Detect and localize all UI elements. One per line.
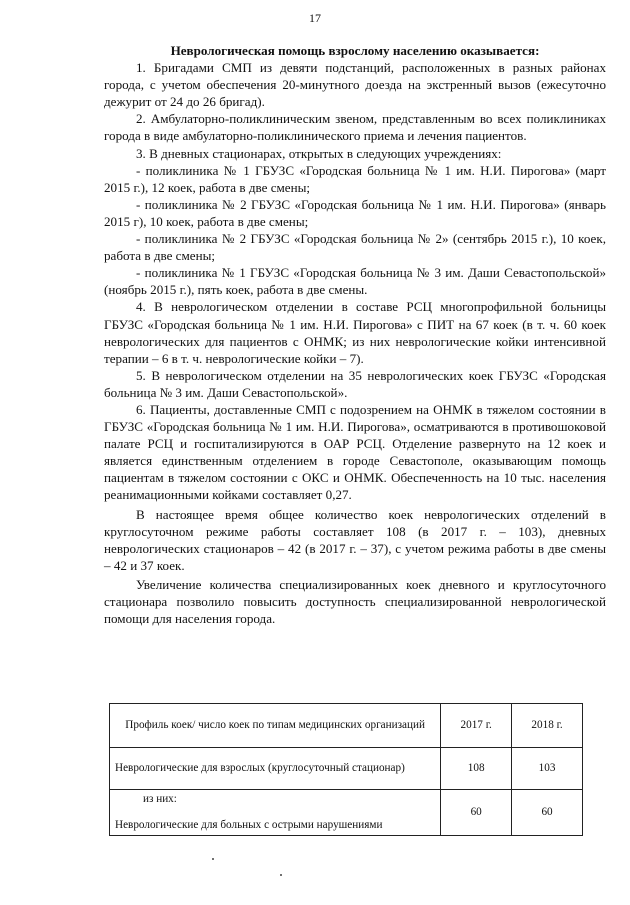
table-header-2017: 2017 г. [441, 704, 512, 748]
page-number: 17 [309, 11, 321, 25]
table-cell-2018: 103 [512, 748, 583, 790]
paragraph-6: 6. Пациенты, доставленные СМП с подозрением на ОНМК в тяжелом состоянии в ГБУЗС «Городская больница № 1 им. Н.И. Пирогова», осматриваются в противошоковой палате РСЦ и госпитализируются в ОАР РСЦ. Отделение развернуто на 12 коек и является единственным отделением в городе Севастополе, оказывающим помощь пациентам в тяжелом состоянии с ОКС и ОНМК. Обеспеченность на 10 тыс. населения реанимационными койками составляет 0,27. [104, 401, 606, 503]
list-item-1: - поликлиника № 1 ГБУЗС «Городская больница № 1 им. Н.И. Пирогова» (март 2015 г.), 12 коек, работа в две смены; [104, 162, 606, 195]
list-item-4: - поликлиника № 1 ГБУЗС «Городская больница № 3 им. Даши Севастопольской» (ноябрь 2015 г.), пять коек, работа в две смены. [104, 265, 606, 298]
scan-speck [212, 858, 214, 860]
table-cell-sub-label: Неврологические для больных с острыми нарушениями [115, 818, 383, 831]
table-cell-2017: 60 [441, 790, 512, 836]
paragraph-1: 1. Бригадами СМП из девяти подстанций, расположенных в разных районах города, с учетом обеспечения 20-минутного доезда на экстренный вызов (ежесуточно дежурит от 24 до 26 бригад). [104, 60, 606, 110]
paragraph-8: Увеличение количества специализированных коек дневного и круглосуточного стационара позволило повысить доступность специализированной неврологической помощи для населения города. [104, 576, 606, 627]
table-cell-label [110, 790, 441, 836]
scan-speck [280, 874, 282, 876]
paragraph-5: 5. В неврологическом отделении на 35 неврологических коек ГБУЗС «Городская больница № 3 им. Даши Севастопольской». [104, 367, 606, 400]
table-row [110, 790, 583, 836]
paragraph-4: 4. В неврологическом отделении в составе РСЦ многопрофильной больницы ГБУЗС «Городская больница № 1 им. Н.И. Пирогова» с ПИТ на 67 коек (в т. ч. 60 коек неврологических для пациентов с ОНМК; из них неврологические койки интенсивной терапии – 6 в т. ч. неврологические койки – 7). [104, 299, 606, 366]
table-header-row [110, 704, 583, 748]
paragraph-3: 3. В дневных стационарах, открытых в следующих учреждениях: [136, 145, 502, 161]
table-cell-2017: 108 [441, 748, 512, 790]
list-item-2: - поликлиника № 2 ГБУЗС «Городская больница № 1 им. Н.И. Пирогова» (январь 2015 г), 10 коек, работа в две смены; [104, 196, 606, 229]
table-cell-sub-heading: из них: [143, 793, 177, 805]
paragraph-7: В настоящее время общее количество коек неврологических отделений в круглосуточном режиме работы составляет 108 (в 2017 г. – 103), дневных неврологических стационаров – 42 (в 2017 г. – 37), с учетом режима работы в две смены – 42 и 37 коек. [104, 506, 606, 573]
document-body [104, 42, 606, 627]
table-cell-label: Неврологические для взрослых (круглосуточный стационар) [110, 748, 441, 790]
beds-table [109, 703, 583, 836]
table-header-profile: Профиль коек/ число коек по типам медицинских организаций [110, 704, 441, 748]
table-header-2018: 2018 г. [512, 704, 583, 748]
section-heading: Неврологическая помощь взрослому населению оказывается: [170, 43, 540, 58]
table-cell-2018: 60 [512, 790, 583, 836]
list-item-3: - поликлиника № 2 ГБУЗС «Городская больница № 2» (сентябрь 2015 г.), 10 коек, работа в две смены; [104, 231, 606, 264]
paragraph-2: 2. Амбулаторно-поликлиническим звеном, представленным во всех поликлиниках города в виде амбулаторно-поликлинического приема и лечения пациентов. [104, 111, 606, 144]
table-row [110, 748, 583, 790]
